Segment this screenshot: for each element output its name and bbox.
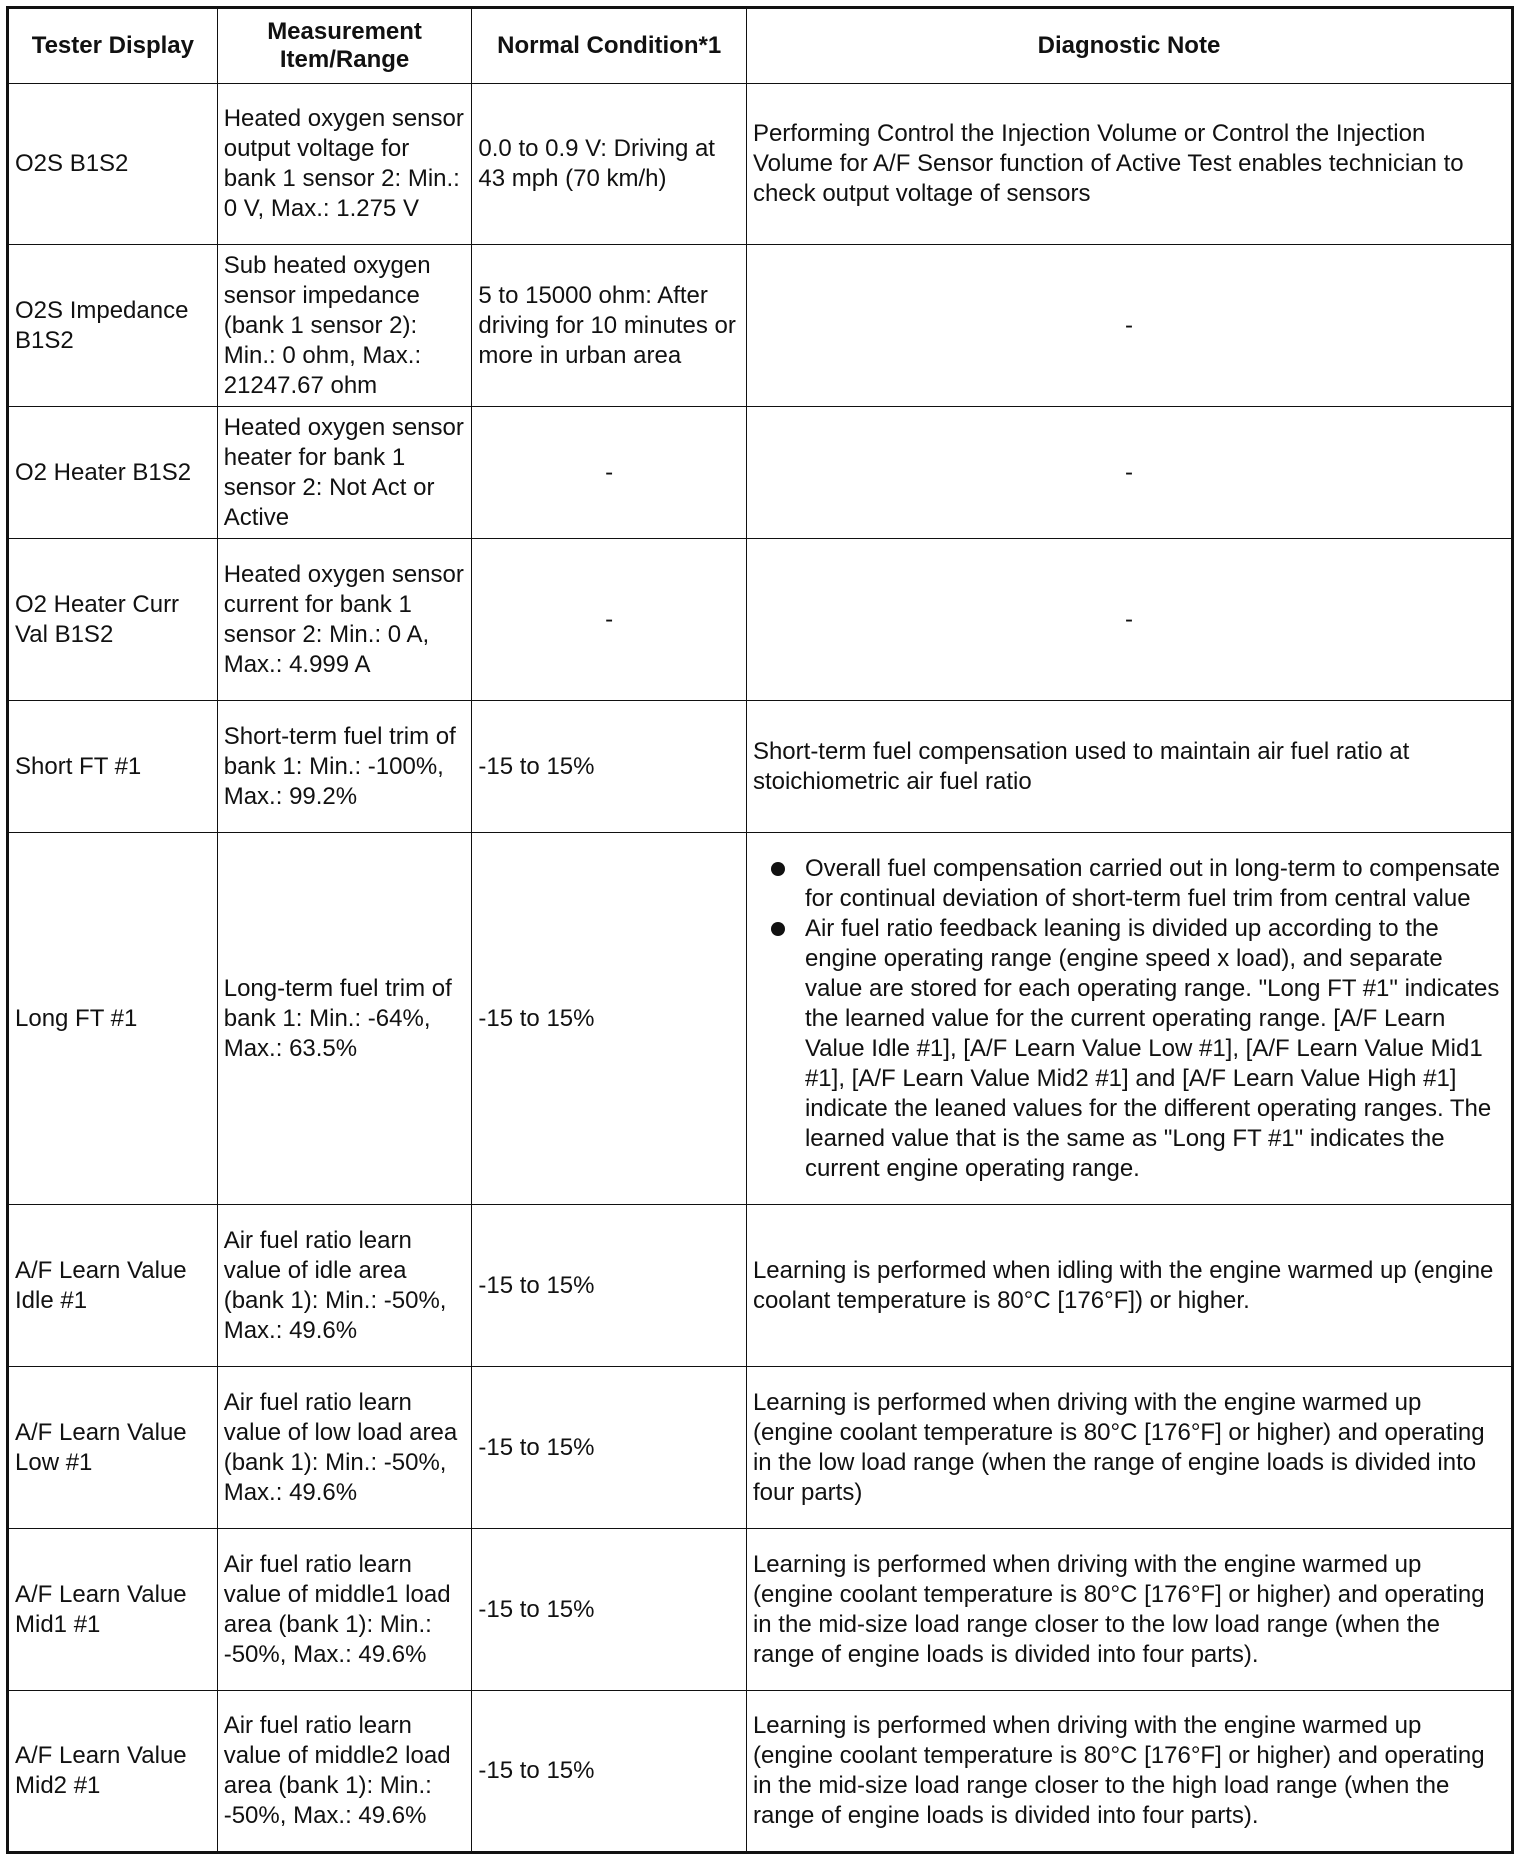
cell-tester-display: O2 Heater B1S2 [8, 407, 218, 539]
cell-measurement: Air fuel ratio learn value of low load area (bank 1): Min.: -50%, Max.: 49.6% [217, 1367, 472, 1529]
header-normal-condition: Normal Condition*1 [472, 8, 747, 84]
table-row [8, 1205, 1513, 1367]
cell-measurement: Air fuel ratio learn value of middle1 load area (bank 1): Min.: -50%, Max.: 49.6% [217, 1529, 472, 1691]
cell-diagnostic-note: Learning is performed when driving with the engine warmed up (engine coolant temperature is 80°C [176°F] or higher) and operating in the mid-size load range closer to the high load range (when the range of engine loads is divided into four parts). [746, 1691, 1512, 1853]
list-item [753, 854, 1505, 914]
cell-normal-condition: - [472, 539, 747, 701]
cell-measurement: Short-term fuel trim of bank 1: Min.: -100%, Max.: 99.2% [217, 701, 472, 833]
bullet-text: Overall fuel compensation carried out in long-term to compensate for continual deviation of short-term fuel trim from central value [804, 854, 1500, 912]
data-list-table [6, 6, 1514, 1854]
cell-normal-condition: 5 to 15000 ohm: After driving for 10 minutes or more in urban area [472, 245, 747, 407]
cell-diagnostic-note: - [746, 539, 1512, 701]
cell-diagnostic-note: Learning is performed when idling with the engine warmed up (engine coolant temperature is 80°C [176°F]) or higher. [746, 1205, 1512, 1367]
cell-normal-condition: -15 to 15% [472, 701, 747, 833]
cell-diagnostic-note: Learning is performed when driving with the engine warmed up (engine coolant temperature is 80°C [176°F] or higher) and operating in the low load range (when the range of engine loads is divided into four parts) [746, 1367, 1512, 1529]
bullet-icon [771, 922, 785, 936]
note-bullet-list [753, 854, 1505, 1184]
cell-tester-display: A/F Learn Value Mid1 #1 [8, 1529, 218, 1691]
cell-tester-display: O2S Impedance B1S2 [8, 245, 218, 407]
table-row [8, 1529, 1513, 1691]
cell-normal-condition: -15 to 15% [472, 1529, 747, 1691]
cell-normal-condition: -15 to 15% [472, 1367, 747, 1529]
cell-diagnostic-note: Short-term fuel compensation used to maintain air fuel ratio at stoichiometric air fuel ratio [746, 701, 1512, 833]
bullet-icon [771, 862, 785, 876]
table-row [8, 1691, 1513, 1853]
cell-tester-display: Long FT #1 [8, 833, 218, 1205]
table-row [8, 84, 1513, 245]
cell-tester-display: O2S B1S2 [8, 84, 218, 245]
cell-tester-display: Short FT #1 [8, 701, 218, 833]
cell-diagnostic-note: Performing Control the Injection Volume or Control the Injection Volume for A/F Sensor function of Active Test enables technician to check output voltage of sensors [746, 84, 1512, 245]
cell-normal-condition: -15 to 15% [472, 833, 747, 1205]
cell-tester-display: A/F Learn Value Mid2 #1 [8, 1691, 218, 1853]
header-measurement: Measurement Item/Range [217, 8, 472, 84]
cell-tester-display: A/F Learn Value Idle #1 [8, 1205, 218, 1367]
cell-measurement: Air fuel ratio learn value of idle area (bank 1): Min.: -50%, Max.: 49.6% [217, 1205, 472, 1367]
cell-measurement: Heated oxygen sensor output voltage for bank 1 sensor 2: Min.: 0 V, Max.: 1.275 V [217, 84, 472, 245]
header-diagnostic-note: Diagnostic Note [746, 8, 1512, 84]
list-item [753, 914, 1505, 1184]
cell-normal-condition: - [472, 407, 747, 539]
cell-diagnostic-note: Learning is performed when driving with the engine warmed up (engine coolant temperature is 80°C [176°F] or higher) and operating in the mid-size load range closer to the low load range (when the range of engine loads is divided into four parts). [746, 1529, 1512, 1691]
cell-tester-display: O2 Heater Curr Val B1S2 [8, 539, 218, 701]
table-row [8, 701, 1513, 833]
cell-measurement: Heated oxygen sensor heater for bank 1 sensor 2: Not Act or Active [217, 407, 472, 539]
table-row [8, 1367, 1513, 1529]
header-row [8, 8, 1513, 84]
cell-diagnostic-note: - [746, 407, 1512, 539]
cell-measurement: Air fuel ratio learn value of middle2 load area (bank 1): Min.: -50%, Max.: 49.6% [217, 1691, 472, 1853]
cell-measurement: Heated oxygen sensor current for bank 1 sensor 2: Min.: 0 A, Max.: 4.999 A [217, 539, 472, 701]
cell-normal-condition: -15 to 15% [472, 1205, 747, 1367]
bullet-text: Air fuel ratio feedback leaning is divided up according to the engine operating range (engine speed x load), and separate value are stored for each operating range. "Long FT #1" indicates the learned value for the current operating range. [A/F Learn Value Idle #1], [A/F Learn Value Low #1], [A/F Learn Value Mid1 #1], [A/F Learn Value Mid2 #1] and [A/F Learn Value High #1] indicate the leaned values for the different operating ranges. The learned value that is the same as "Long FT #1" indicates the current engine operating range. [804, 914, 1500, 1182]
table-row [8, 833, 1513, 1205]
table-row [8, 539, 1513, 701]
table-row [8, 245, 1513, 407]
cell-diagnostic-note [746, 833, 1512, 1205]
cell-measurement: Sub heated oxygen sensor impedance (bank 1 sensor 2): Min.: 0 ohm, Max.: 21247.67 ohm [217, 245, 472, 407]
cell-measurement: Long-term fuel trim of bank 1: Min.: -64%, Max.: 63.5% [217, 833, 472, 1205]
cell-normal-condition: -15 to 15% [472, 1691, 747, 1853]
header-tester-display: Tester Display [8, 8, 218, 84]
cell-normal-condition: 0.0 to 0.9 V: Driving at 43 mph (70 km/h) [472, 84, 747, 245]
table-row [8, 407, 1513, 539]
cell-diagnostic-note: - [746, 245, 1512, 407]
cell-tester-display: A/F Learn Value Low #1 [8, 1367, 218, 1529]
